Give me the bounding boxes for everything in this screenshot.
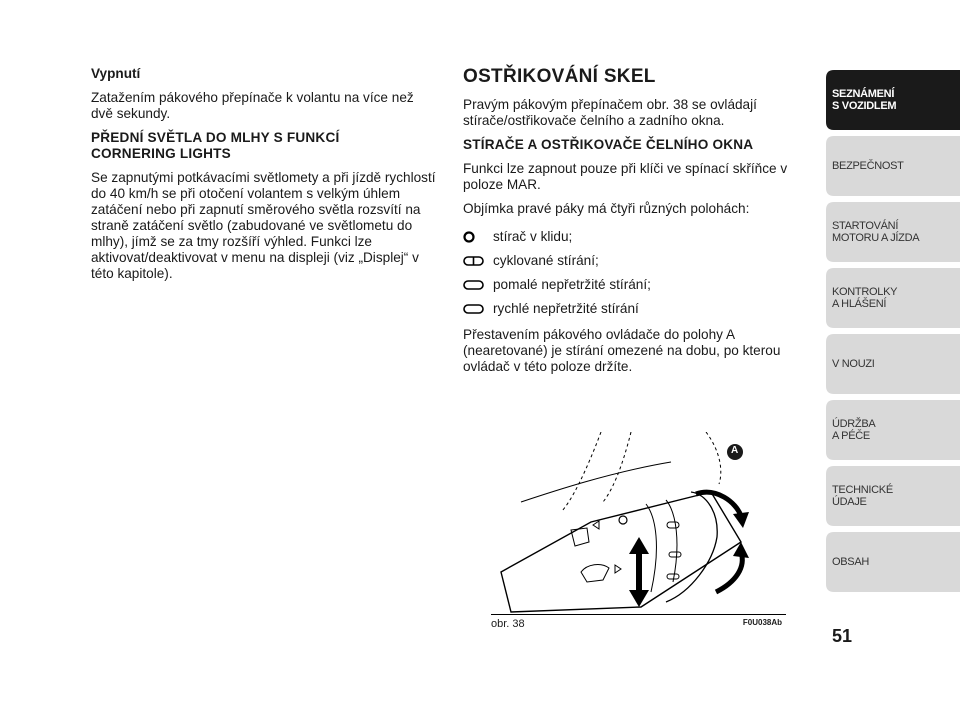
list-item (463, 273, 803, 297)
tab-label: S VOZIDLEM (832, 100, 897, 112)
tab-label: MOTORU A JÍZDA (832, 232, 920, 244)
tab-label: ÚDAJE (832, 496, 867, 508)
tab-label: OBSAH (832, 556, 870, 568)
tab-label: SEZNÁMENÍ (832, 88, 895, 100)
tab-v-nouzi[interactable] (826, 334, 960, 394)
figure-wiper-stalk (491, 432, 786, 632)
bullet-text-intermittent: cyklované stírání; (493, 253, 599, 268)
chapter-tabs (826, 70, 960, 598)
section-title: OSTŘIKOVÁNÍ SKEL (463, 66, 656, 87)
heading-off: Vypnutí (91, 66, 141, 81)
intermittent-wipe-icon (463, 255, 493, 267)
heading-fog-lights (91, 130, 436, 162)
off-position-icon (463, 231, 493, 243)
subheading-wipers: STÍRAČE A OSTŘIKOVAČE ČELNÍHO OKNA (463, 137, 754, 152)
tab-label: TECHNICKÉ (832, 484, 893, 496)
tab-obsah[interactable] (826, 532, 960, 592)
tab-label: STARTOVÁNÍ (832, 220, 899, 232)
tab-label: A HLÁŠENÍ (832, 298, 887, 310)
tab-label: A PÉČE (832, 430, 870, 442)
figure-code: F0U038Ab (742, 618, 782, 627)
tab-seznameni[interactable] (826, 70, 960, 130)
paragraph-fog-lights: Se zapnutými potkávacími světlomety a při jízdě rychlostí do 40 km/h se při otočení volantem s velkým úhlem zatáčení nebo při zapnutí směrového světla rozsvítí na straně zatáčení světlo (zabudované ve světlometu do mlhy), jímž se za tmy rozšíří výhled. Funkci lze aktivovat/deaktivovat v menu na displeji (viz „Displej“ v této kapitole). (91, 170, 436, 281)
figure-frame (491, 432, 786, 615)
tab-label: KONTROLKY (832, 286, 898, 298)
list-item (463, 249, 803, 273)
tab-technicke-udaje[interactable] (826, 466, 960, 526)
bullet-text-off: stírač v klidu; (493, 229, 573, 244)
tab-kontrolky[interactable] (826, 268, 960, 328)
tab-label: V NOUZI (832, 358, 875, 370)
tab-label: ÚDRŽBA (832, 418, 876, 430)
intro-paragraph: Pravým pákovým přepínačem obr. 38 se ovládají stírače/ostřikovače čelního a zadního okna. (463, 97, 757, 128)
left-column (91, 66, 436, 290)
list-item (463, 225, 803, 249)
bullet-text-fast: rychlé nepřetržité stírání (493, 301, 639, 316)
figure-caption: obr. 38 (491, 618, 525, 630)
heading-fog-line-1: PŘEDNÍ SVĚTLA DO MLHY S FUNKCÍ (91, 130, 340, 145)
paragraph-off: Zatažením pákového přepínače k volantu na více než dvě sekundy. (91, 90, 414, 121)
paragraph-positions: Objímka pravé páky má čtyři různých polohách: (463, 201, 750, 216)
bullet-text-slow: pomalé nepřetržité stírání; (493, 277, 651, 292)
wiper-stalk-illustration (491, 432, 786, 614)
slow-continuous-wipe-icon (463, 279, 493, 291)
list-item (463, 297, 803, 321)
tab-bezpecnost[interactable] (826, 136, 960, 196)
tab-label: BEZPEČNOST (832, 160, 904, 172)
middle-column (463, 66, 803, 383)
heading-fog-line-2: CORNERING LIGHTS (91, 146, 231, 161)
label-a: A (731, 445, 739, 456)
paragraph-position-a: Přestavením pákového ovládače do polohy A (nearetované) je stírání omezené na dobu, po kterou ovládač v této poloze držíte. (463, 327, 781, 374)
tab-startovani[interactable] (826, 202, 960, 262)
page-number: 51 (832, 626, 853, 646)
fast-continuous-wipe-icon (463, 303, 493, 315)
tab-udrzba[interactable] (826, 400, 960, 460)
paragraph-key: Funkci lze zapnout pouze při klíči ve spínací skříňce v poloze MAR. (463, 161, 788, 192)
